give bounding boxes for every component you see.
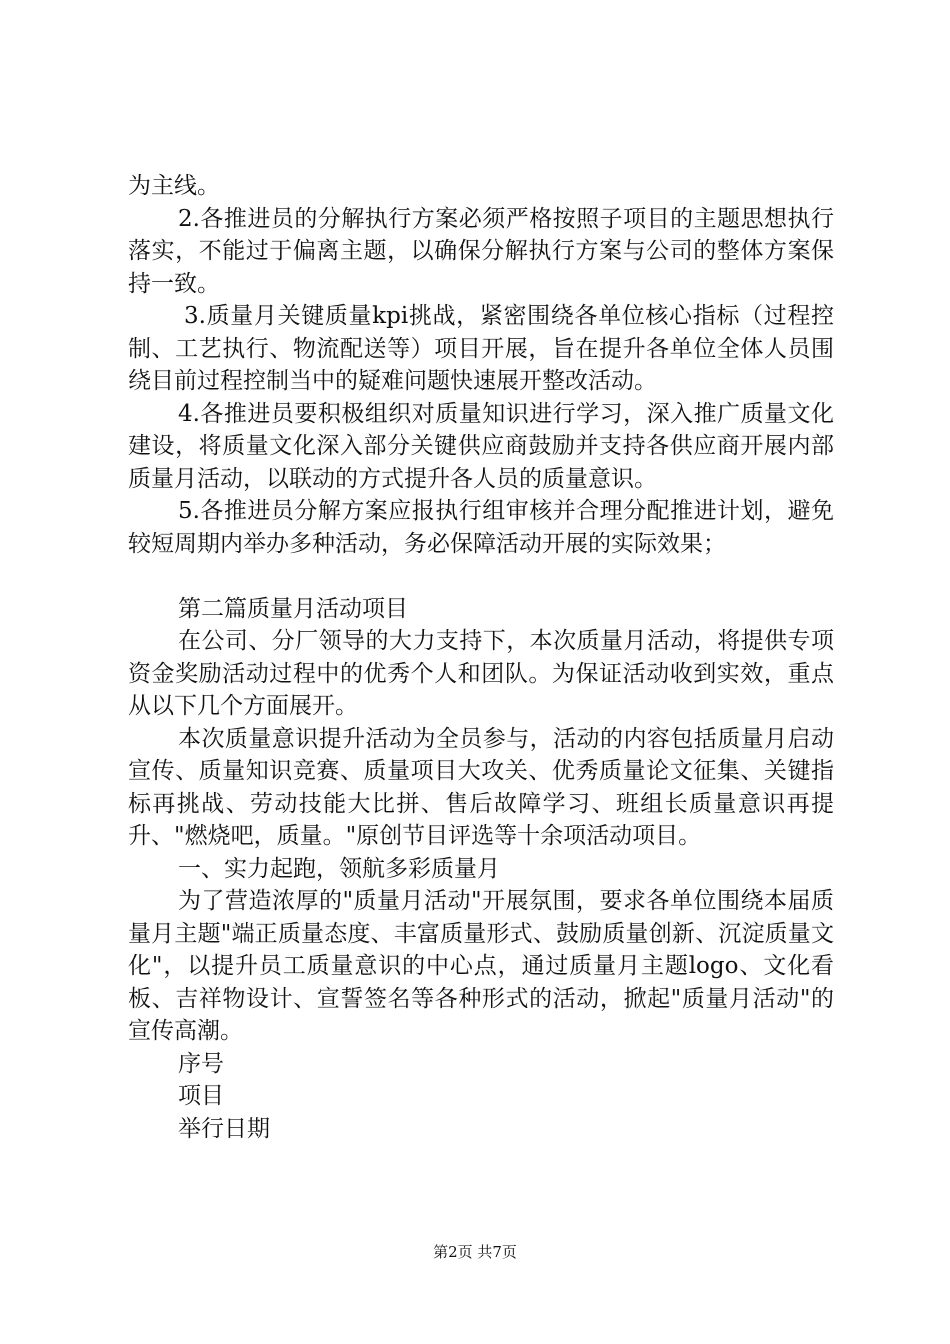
document-body — [128, 170, 834, 1145]
subsection-heading: 一、实力起跑，领航多彩质量月 — [178, 855, 500, 882]
section-heading: 第二篇质量月活动项目 — [178, 595, 408, 622]
paragraph-activities: 本次质量意识提升活动为全员参与，活动的内容包括质量月启动宣传、质量知识竞赛、质量项目大攻关、优秀质量论文征集、关键指标再挑战、劳动技能大比拼、售后故障学习、班组长质量意识再提升、"燃烧吧，质量。"原创节目评选等十余项活动项目。 — [128, 725, 834, 849]
page-footer: 第2页 共7页 — [433, 1243, 517, 1261]
table-header-number: 序号 — [178, 1050, 224, 1077]
table-header-date: 举行日期 — [178, 1115, 270, 1142]
paragraph-item-5: 5.各推进员分解方案应报执行组审核并合理分配推进计划，避免较短周期内举办多种活动，务必保障活动开展的实际效果； — [128, 498, 834, 557]
paragraph-item-4: 4.各推进员要积极组织对质量知识进行学习，深入推广质量文化建设，将质量文化深入部分关键供应商鼓励并支持各供应商开展内部质量月活动，以联动的方式提升各人员的质量意识。 — [128, 400, 834, 492]
blank-line — [128, 560, 834, 593]
paragraph-item-3: 3.质量月关键质量kpi挑战，紧密围绕各单位核心指标（过程控制、工艺执行、物流配送等）项目开展，旨在提升各单位全体人员围绕目前过程控制当中的疑难问题快速展开整改活动。 — [128, 303, 834, 394]
paragraph-continuation: 为主线。 — [128, 173, 220, 199]
paragraph-atmosphere: 为了营造浓厚的"质量月活动"开展氛围，要求各单位围绕本届质量月主题"端正质量态度、丰富质量形式、鼓励质量创新、沉淀质量文化"，以提升员工质量意识的中心点，通过质量月主题logo、文化看板、吉祥物设计、宣誓签名等各种形式的活动，掀起"质量月活动"的宣传高潮。 — [128, 888, 834, 1044]
table-header-item: 项目 — [178, 1083, 224, 1109]
paragraph-intro: 在公司、分厂领导的大力支持下，本次质量月活动，将提供专项资金奖励活动过程中的优秀个人和团队。为保证活动收到实效，重点从以下几个方面展开。 — [128, 628, 834, 719]
paragraph-item-2: 2.各推进员的分解执行方案必须严格按照子项目的主题思想执行落实，不能过于偏离主题，以确保分解执行方案与公司的整体方案保持一致。 — [128, 205, 834, 297]
